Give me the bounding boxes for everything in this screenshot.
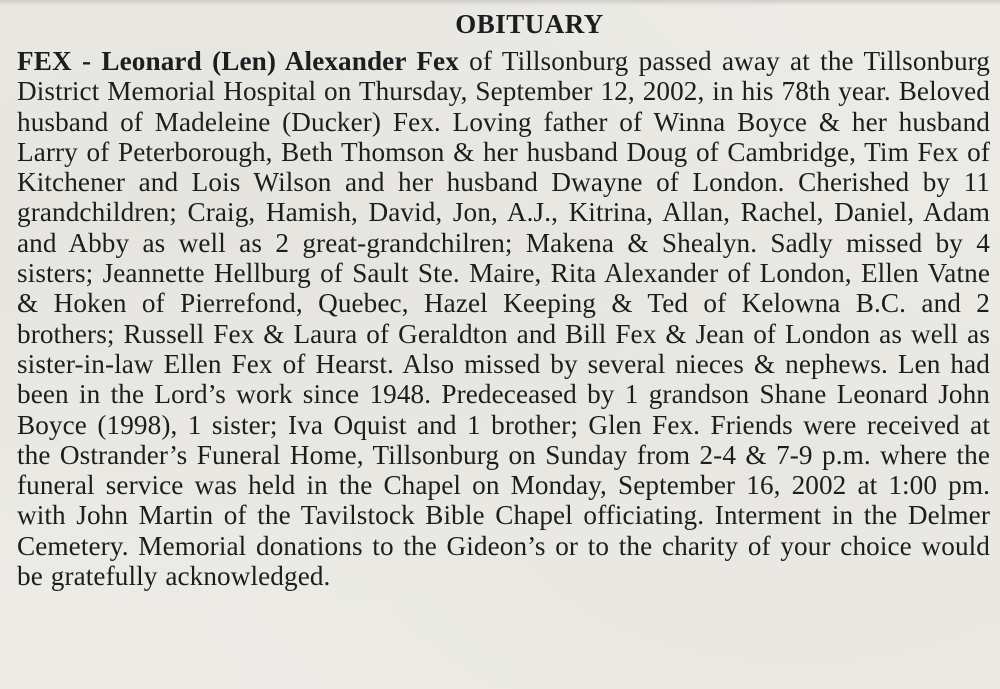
obituary-lead-name: FEX - Leonard (Len) Alexander Fex — [17, 46, 459, 76]
obituary-body-text: of Tillsonburg passed away at the Tillsonburg District Memorial Hospital on Thursday, September 12, 2002, in his 78th year. Beloved husband of Madeleine (Ducker) Fex. Loving father of Winna Boyce & her husband Larry of Peterborough, Beth Thomson & her husband Doug of Cambridge, Tim Fex of Kitchener and Lois Wilson and her husband Dwayne of London. Cherished by 11 grandchildren; Craig, Hamish, David, Jon, A.J., Kitrina, Allan, Rachel, Daniel, Adam and Abby as well as 2 great-grandchilren; Makena & Shealyn. Sadly missed by 4 sisters; Jeannette Hellburg of Sault Ste. Maire, Rita Alexander of London, Ellen Vatne & Hoken of Pierrefond, Quebec, Hazel Keeping & Ted of Kelowna B.C. and 2 brothers; Russell Fex & Laura of Geraldton and Bill Fex & Jean of London as well as sister-in-law Ellen Fex of Hearst. Also missed by several nieces & nephews. Len had been in the Lord’s work since 1948. Predeceased by 1 grandson Shane Leonard John Boyce (1998), 1 sister; Iva Oquist and 1 brother; Glen Fex. Friends were received at the Ostrander’s Funeral Home, Tillsonburg on Sunday from 2-4 & 7-9 p.m. where the funeral service was held in the Chapel on Monday, September 16, 2002 at 1:00 pm. with John Martin of the Tavilstock Bible Chapel officiating. Interment in the Delmer Cemetery. Memorial donations to the Gideon’s or to the charity of your choice would be gratefully acknowledged. — [17, 46, 990, 592]
scan-edge-shadow — [0, 0, 1000, 6]
obituary-body — [17, 46, 990, 591]
obituary-heading: OBITUARY — [455, 9, 604, 39]
